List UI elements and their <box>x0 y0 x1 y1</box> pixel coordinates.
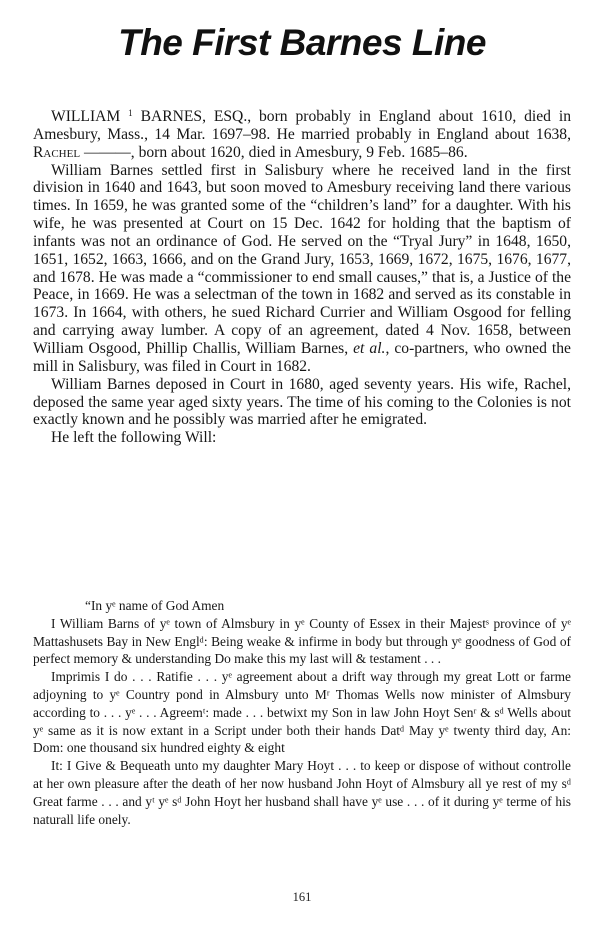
paragraph: William Barnes settled first in Salisbury where he received land in the first division in 1640 and 1643, but soon moved to Amesbury receiving land there various times. In 1659, he was granted some of the “children’s land” for a daughter. With his wife, he was presented at Court on 15 Dec. 1642 for holding that the baptism of infants was not an ordinance of God. He served on the “Tryal Jury” in 1648, 1650, 1651, 1652, 1663, 1666, and on the Grand Jury, 1653, 1669, 1672, 1675, 1676, 1677, and 1678. He was made a “commissioner to end small causes,” that is, a Justice of the Peace, in 1669. He was a selectman of the town in 1682 and served as its constable in 1673. In 1664, with others, he sued Richard Currier and William Osgood for felling and carrying away lumber. A copy of an agreement, dated 4 Nov. 1658, between William Osgood, Phillip Challis, William Barnes, et al., co-partners, who owned the mill in Salisbury, was filed in Court in 1682. <box>33 161 571 375</box>
entry-text-end: ———, born about 1620, died in Amesbury, 9 Feb. 1685–86. <box>83 143 468 161</box>
et-al: et al. <box>353 339 386 357</box>
will-opening: “In yᵉ name of God Amen <box>85 598 225 613</box>
will-paragraph: It: I Give & Bequeath unto my daughter Mary Hoyt . . . to keep or dispose of without controlle at her own pleasure after the death of her now husband John Hoyt of Almsbury all ye rest of my sᵈ Great farme . . . and yᵗ yᵉ sᵈ John Hoyt her husband shall have yᵉ use . . . of it during yᵉ terme of his naturall life onely. <box>33 758 571 827</box>
entry-paragraph <box>33 105 571 162</box>
body-text <box>33 105 571 447</box>
entry-text: BARNES, ESQ., born probably in England about 1610, died in Amesbury, Mass., 14 Mar. 1697–98. He married probably in England about 1638, <box>33 108 571 143</box>
will-quotation <box>33 597 571 828</box>
entry-name: WILLIAM <box>51 108 121 125</box>
page-title: The First Barnes Line <box>118 22 486 63</box>
page-number: 161 <box>292 890 312 904</box>
will-paragraph: Imprimis I do . . . Ratifie . . . yᵉ agreement about a drift way through my great Lott or farme adjoyning to yᵉ Country pond in Almsbury unto Mʳ Thomas Wells now minister of Almsbury according to . . . yᵉ . . . Agreemᵗ: made . . . betwixt my Son in law John Hoyt Senʳ & sᵈ Wells about yᵉ same as it is now extant in a Script under both their hands Datᵈ May yᵉ twenty third day, An: Dom: one thousand six hundred eighty & eight <box>33 669 571 756</box>
paragraph: William Barnes deposed in Court in 1680, aged seventy years. His wife, Rachel, deposed the same year aged sixty years. The time of his coming to the Colonies is not exactly known and he possibly was married after he emigrated. <box>33 375 571 429</box>
paragraph: He left the following Will: <box>51 429 217 447</box>
generation-number: 1 <box>128 108 133 118</box>
will-paragraph: I William Barns of yᵉ town of Almsbury in yᵉ County of Essex in their Majestˢ province of yᵉ Mattashusets Bay in New Englᵈ: Being weake & infirme in body but through yᵉ goodness of God of perfect memory & understanding Do make this my last will & testament . . . <box>33 615 571 667</box>
wife-name: Rachel <box>33 143 81 161</box>
